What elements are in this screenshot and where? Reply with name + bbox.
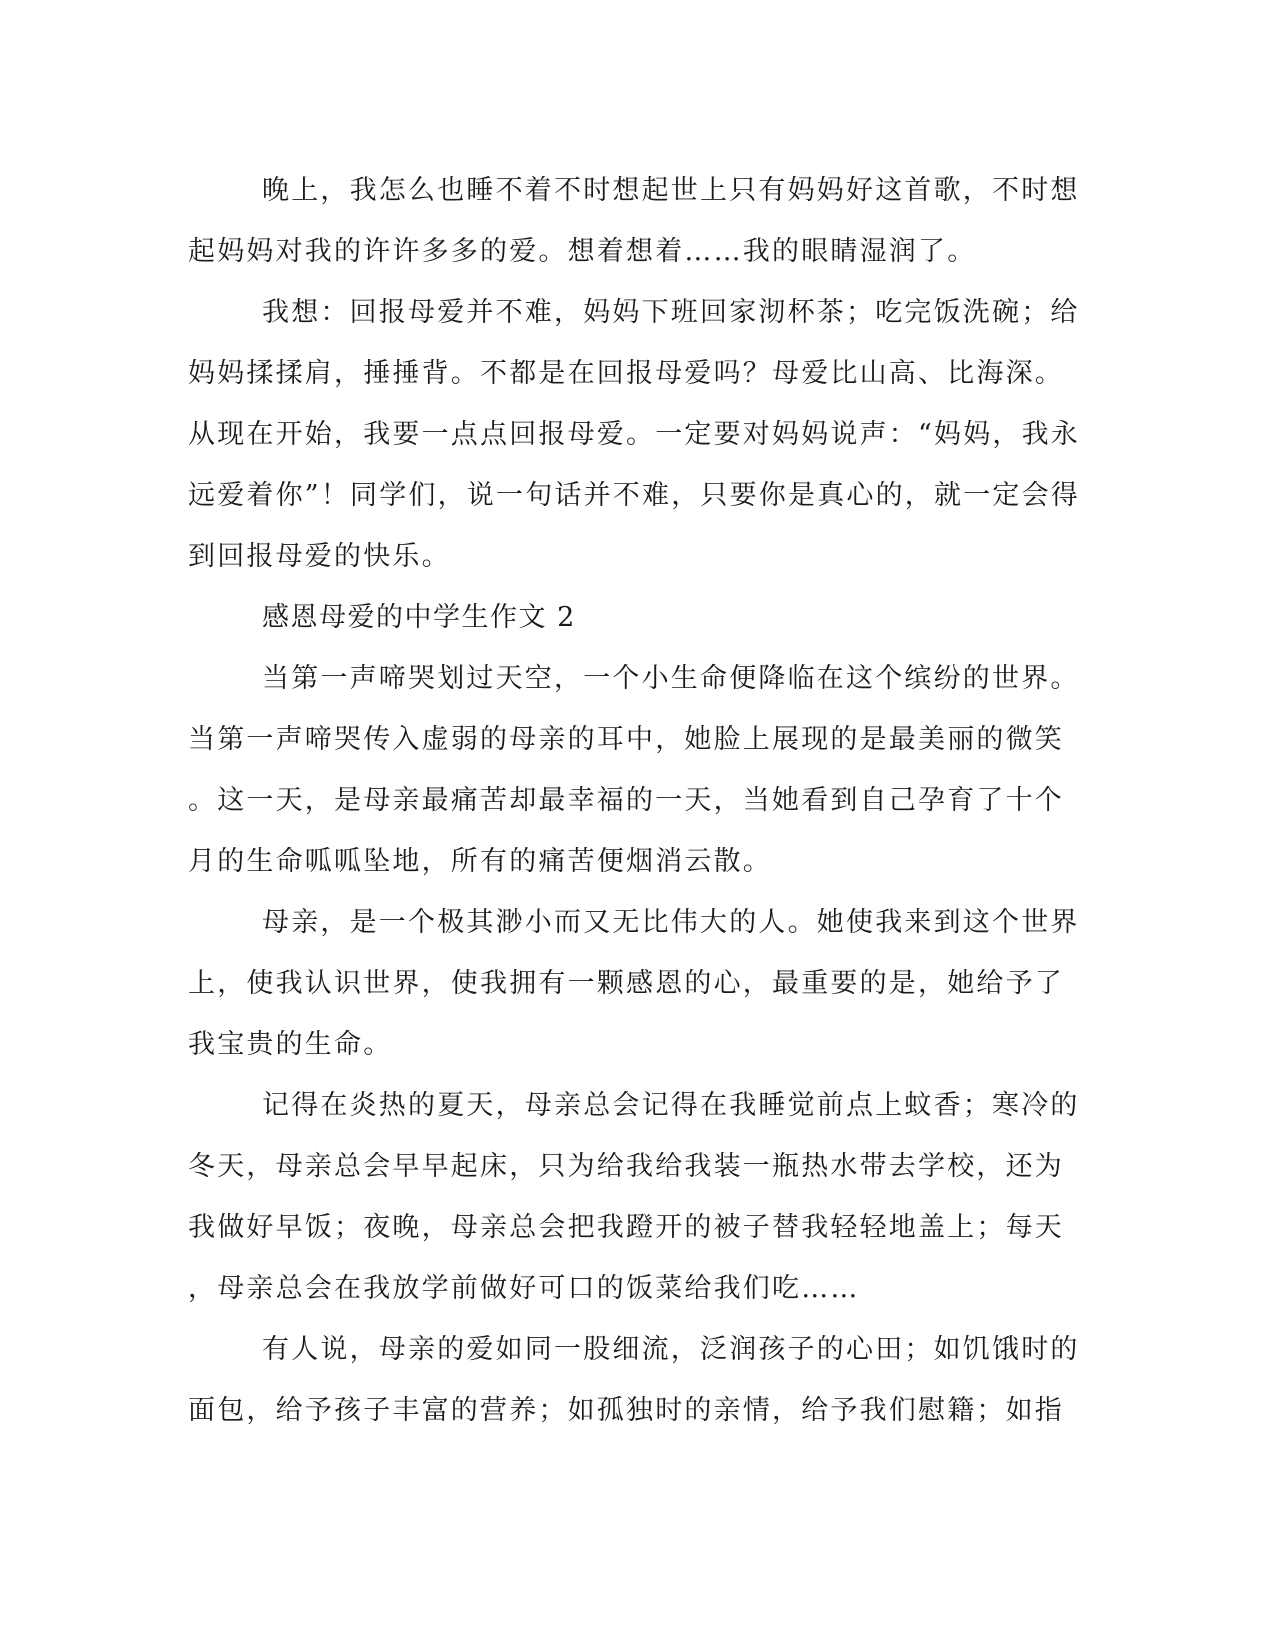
paragraph-line: 冬天，母亲总会早早起床，只为给我给我装一瓶热水带去学校，还为 [188, 1151, 1064, 1182]
paragraph-line: 晚上，我怎么也睡不着不时想起世上只有妈妈好这首歌，不时想 [262, 175, 1080, 206]
paragraph-line: 母亲，是一个极其渺小而又无比伟大的人。她使我来到这个世界 [262, 907, 1080, 938]
paragraph-line: 上，使我认识世界，使我拥有一颗感恩的心，最重要的是，她给予了 [188, 968, 1064, 999]
paragraph-line: 。这一天，是母亲最痛苦却最幸福的一天，当她看到自己孕育了十个 [188, 785, 1064, 816]
paragraph-line: 当第一声啼哭划过天空，一个小生命便降临在这个缤纷的世界。 [262, 663, 1080, 694]
paragraph-line: 从现在开始，我要一点点回报母爱。一定要对妈妈说声：“妈妈，我永 [188, 419, 1081, 450]
paragraph-line: 当第一声啼哭传入虚弱的母亲的耳中，她脸上展现的是最美丽的微笑 [188, 724, 1064, 755]
document-body [188, 160, 1081, 1441]
paragraph-line: 面包，给予孩子丰富的营养；如孤独时的亲情，给予我们慰籍；如指 [188, 1395, 1064, 1426]
paragraph-line: 有人说，母亲的爱如同一股细流，泛润孩子的心田；如饥饿时的 [262, 1334, 1080, 1365]
paragraph-line: 我做好早饭；夜晚，母亲总会把我蹬开的被子替我轻轻地盖上；每天 [188, 1212, 1064, 1243]
paragraph-line: 我宝贵的生命。 [188, 1029, 393, 1060]
paragraph-line: ，母亲总会在我放学前做好可口的饭菜给我们吃…… [188, 1273, 860, 1304]
paragraph-line: 远爱着你”！同学们，说一句话并不难，只要你是真心的，就一定会得 [188, 480, 1081, 511]
paragraph-line: 起妈妈对我的许许多多的爱。想着想着……我的眼睛湿润了。 [188, 236, 977, 267]
paragraph-line: 记得在炎热的夏天，母亲总会记得在我睡觉前点上蚊香；寒冷的 [262, 1090, 1080, 1121]
paragraph-line: 我想：回报母爱并不难，妈妈下班回家沏杯茶；吃完饭洗碗；给 [262, 297, 1080, 328]
paragraph-line: 月的生命呱呱坠地，所有的痛苦便烟消云散。 [188, 846, 772, 877]
paragraph-line: 到回报母爱的快乐。 [188, 541, 451, 572]
section-title: 感恩母爱的中学生作文 2 [262, 602, 576, 633]
paragraph-line: 妈妈揉揉肩，捶捶背。不都是在回报母爱吗？母爱比山高、比海深。 [188, 358, 1064, 389]
